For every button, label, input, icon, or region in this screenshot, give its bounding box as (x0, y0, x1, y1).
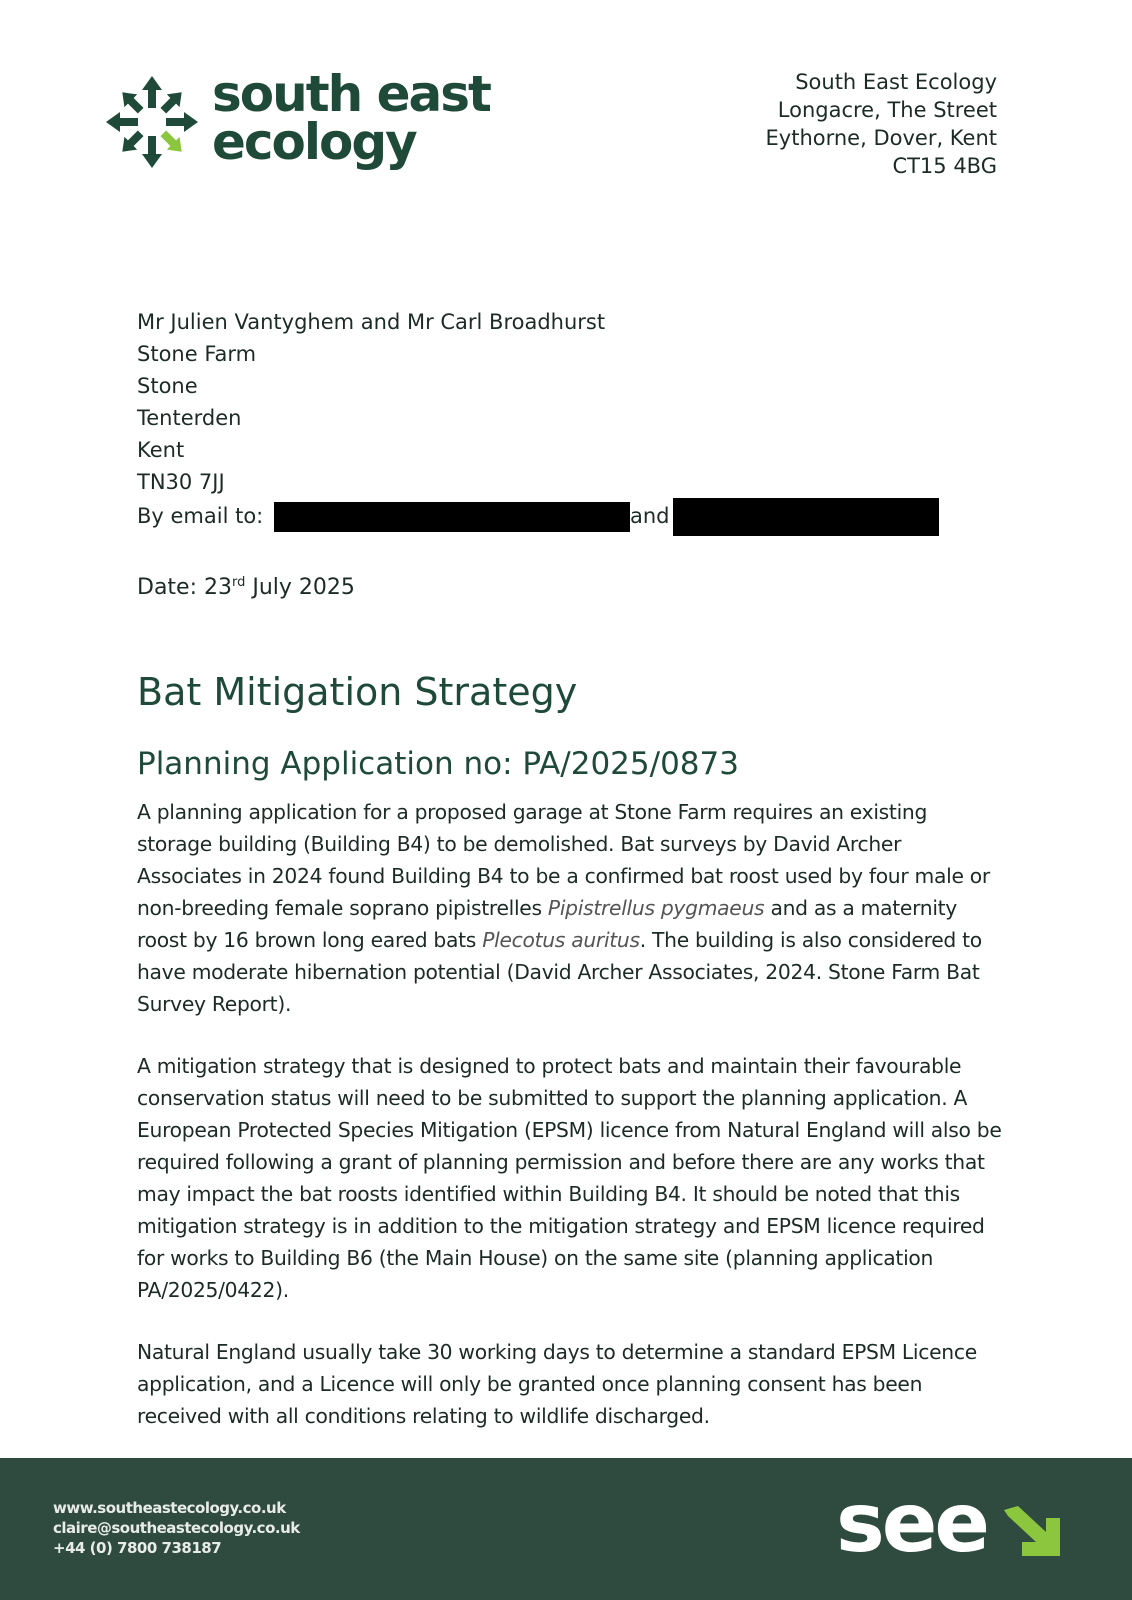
recipient-line: Tenterden (137, 406, 242, 430)
recipient-line: Stone Farm (137, 342, 257, 366)
recipient-line: Stone (137, 374, 198, 398)
sender-line: CT15 4BG (892, 154, 997, 178)
document-body (137, 796, 1007, 1462)
recipient-line: TN30 7JJ (137, 470, 225, 494)
paragraph-1 (137, 796, 1007, 1020)
footer-phone: +44 (0) 7800 738187 (53, 1539, 222, 1557)
paragraph-2: A mitigation strategy that is designed to protect bats and maintain their favourable conservation status will need to be submitted to support the planning application. A European Protected Species Mitigation (EPSM) licence from Natural England will also be required following a grant of planning permission and before there are any works that may impact the bat roosts identified within Building B4. It should be noted that this mitigation strategy is in addition to the mitigation strategy and EPSM licence required for works to Building B6 (the Main House) on the same site (planning application PA/2025/0422). (137, 1054, 1002, 1302)
redacted-email-1 (274, 502, 630, 532)
document-subtitle: Planning Application no: PA/2025/0873 (137, 746, 739, 782)
footer-contact (53, 1498, 300, 1558)
see-wordmark: see (836, 1476, 988, 1571)
redacted-email-2 (673, 498, 939, 536)
p1-text-c: . The building is also considered to have moderate hibernation potential (David Archer Associates, 2024. Stone Farm Bat Survey Report). (137, 928, 982, 1016)
email-join: and (629, 504, 670, 528)
footer-email: claire@southeastecology.co.uk (53, 1519, 300, 1537)
sender-address (766, 68, 997, 180)
email-prefix: By email to: (137, 504, 264, 528)
date-ordinal: rd (231, 575, 246, 590)
footer-website: www.southeastecology.co.uk (53, 1499, 286, 1517)
logo-wordmark (212, 65, 490, 171)
document-title: Bat Mitigation Strategy (137, 670, 578, 714)
see-logo (836, 1476, 1066, 1572)
sender-line: Eythorne, Dover, Kent (765, 126, 997, 150)
letter-date (137, 568, 355, 603)
date-suffix: July 2025 (245, 575, 355, 600)
p1-text-a: A planning application for a proposed garage at Stone Farm requires an existing storage building (Building B4) to be demolished. Bat surveys by David Archer Associates in 2024 found Building B4 to be a confirmed bat roost used by four male or non-breeding female soprano pipistrelles (137, 800, 990, 920)
sender-line: South East Ecology (795, 70, 997, 94)
recipient-line: Kent (137, 438, 185, 462)
logo-line-2: ecology (212, 113, 416, 171)
logo-line-1: south east (212, 65, 490, 123)
arrows-logo-icon (104, 74, 200, 170)
sender-line: Longacre, The Street (777, 98, 997, 122)
arrow-down-right-icon (1000, 1502, 1064, 1562)
company-logo (104, 65, 504, 174)
footer (0, 1458, 1132, 1600)
recipient-address (137, 306, 939, 530)
recipient-line: Mr Julien Vantyghem and Mr Carl Broadhurst (137, 310, 606, 334)
p1-text-b: and as a maternity roost by 16 brown long eared bats (137, 896, 958, 952)
species-name: Plecotus auritus (482, 928, 640, 952)
paragraph-3: Natural England usually take 30 working days to determine a standard EPSM Licence application, and a Licence will only be granted once planning consent has been received with all conditions relating to wildlife discharged. (137, 1340, 977, 1428)
date-prefix: Date: 23 (137, 575, 232, 600)
email-line (137, 498, 939, 530)
species-name: Pipistrellus pygmaeus (547, 896, 765, 920)
